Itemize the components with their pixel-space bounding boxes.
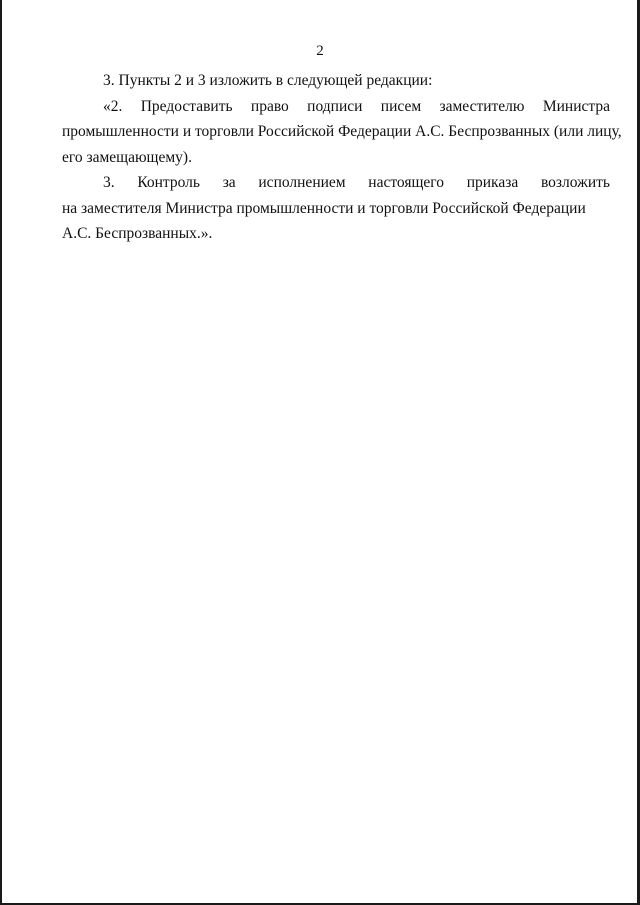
paragraph-3-word: возложить [540, 174, 610, 191]
paragraph-2-word: «2. [103, 97, 123, 115]
paragraph-3-line-2: на заместителя Министра промышленности и торговли Российской Федерации [62, 199, 586, 217]
paragraph-3-word: за [222, 174, 236, 191]
paragraph-2-line-2: промышленности и торговли Российской Федерации А.С. Беспрозванных (или лицу, [62, 123, 622, 140]
paragraph-2-word: Предоставить [140, 97, 233, 115]
paragraph-1 [62, 68, 610, 94]
document-body [62, 68, 622, 247]
paragraph-3-word: настоящего [368, 174, 445, 191]
paragraph-1-line-1: 3. Пункты 2 и 3 изложить в следующей редакции: [103, 72, 433, 89]
paragraph-2-word: подписи [307, 97, 363, 115]
paragraph-3-line-1 [62, 170, 610, 196]
scan-edge-left [0, 0, 2, 905]
paragraph-3-word: 3. [103, 174, 115, 191]
paragraph-2-word: право [250, 97, 289, 115]
paragraph-3-word: исполнением [258, 174, 346, 191]
paragraph-2-line-3: его замещающему). [62, 148, 192, 166]
paragraph-2 [62, 94, 622, 171]
paragraph-2-word: писем [380, 97, 422, 115]
paragraph-3-word: приказа [466, 174, 519, 191]
paragraph-2-word: заместителю [439, 97, 525, 115]
paragraph-2-word: Министра [542, 97, 610, 115]
paragraph-3 [62, 170, 610, 247]
paragraph-3-line-3: А.С. Беспрозванных.». [62, 225, 213, 242]
paragraph-2-line-1 [62, 94, 610, 120]
paragraph-3-word: Контроль [137, 174, 200, 191]
page-number: 2 [316, 43, 324, 59]
